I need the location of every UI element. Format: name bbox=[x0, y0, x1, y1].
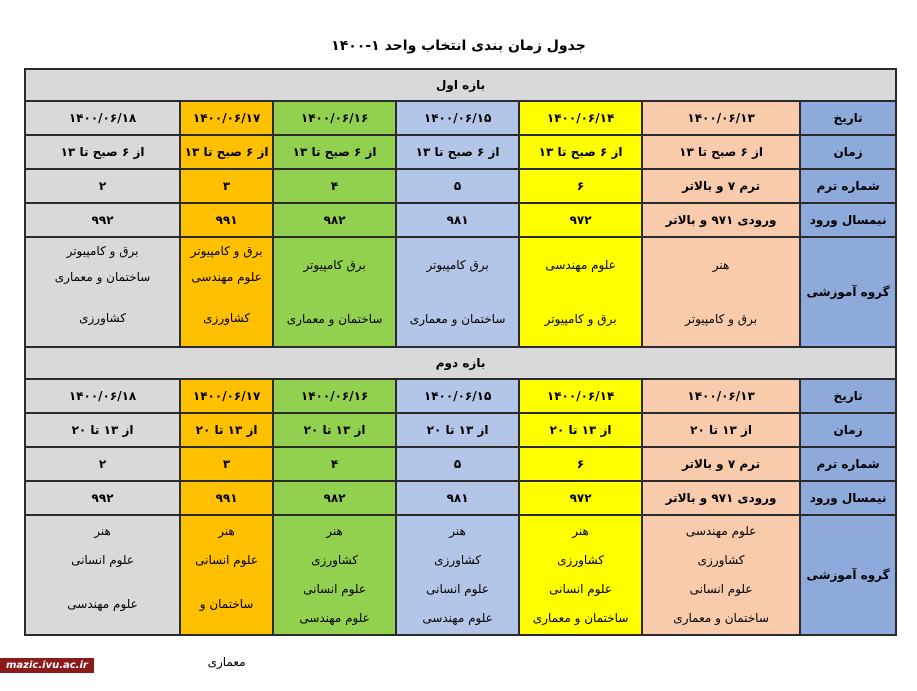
date-cell: ۱۴۰۰/۰۶/۱۴ bbox=[519, 379, 642, 413]
row-label-group: گروه آموزشی bbox=[800, 515, 896, 635]
date-cell: ۱۴۰۰/۰۶/۱۵ bbox=[396, 379, 519, 413]
time-cell: از ۱۳ تا ۲۰ bbox=[25, 413, 180, 447]
section-header: بازه اول bbox=[25, 69, 896, 101]
group-item: هنر bbox=[449, 524, 466, 538]
date-cell: ۱۴۰۰/۰۶/۱۸ bbox=[25, 101, 180, 135]
group-item: برق و کامپیوتر bbox=[190, 244, 263, 258]
date-cell: ۱۴۰۰/۰۶/۱۶ bbox=[273, 101, 396, 135]
row-label-term: شماره ترم bbox=[800, 169, 896, 203]
entry-cell: ۹۸۱ bbox=[396, 203, 519, 237]
time-cell: از ۶ صبح تا ۱۳ bbox=[273, 135, 396, 169]
group-item: کشاورزی bbox=[203, 311, 251, 325]
term-cell: ترم ۷ و بالاتر bbox=[642, 169, 800, 203]
section-header: بازه دوم bbox=[25, 347, 896, 379]
term-cell: ۴ bbox=[273, 447, 396, 481]
time-cell: از ۱۳ تا ۲۰ bbox=[273, 413, 396, 447]
time-cell: از ۶ صبح تا ۱۳ bbox=[180, 135, 273, 169]
group-item: علوم انسانی bbox=[549, 582, 613, 596]
date-cell: ۱۴۰۰/۰۶/۱۷ bbox=[180, 101, 273, 135]
group-cell bbox=[396, 237, 519, 347]
group-item: علوم مهندسی bbox=[191, 270, 262, 284]
date-cell: ۱۴۰۰/۰۶/۱۶ bbox=[273, 379, 396, 413]
group-cell bbox=[519, 237, 642, 347]
date-cell: ۱۴۰۰/۰۶/۱۷ bbox=[180, 379, 273, 413]
time-cell: از ۶ صبح تا ۱۳ bbox=[25, 135, 180, 169]
group-item: علوم مهندسی bbox=[299, 611, 370, 625]
entry-cell: ۹۷۲ bbox=[519, 481, 642, 515]
time-cell: از ۶ صبح تا ۱۳ bbox=[642, 135, 800, 169]
entry-cell: ۹۹۲ bbox=[25, 481, 180, 515]
row-label-date: تاریخ bbox=[800, 101, 896, 135]
page-title: جدول زمان بندی انتخاب واحد ۱-۱۴۰۰ bbox=[331, 38, 586, 54]
term-cell: ۶ bbox=[519, 169, 642, 203]
group-item: علوم انسانی bbox=[426, 582, 490, 596]
group-item: کشاورزی bbox=[79, 311, 126, 325]
group-item: ساختمان و معماری bbox=[199, 597, 254, 669]
row-label-entry: نیمسال ورود bbox=[800, 481, 896, 515]
group-item: هنر bbox=[94, 524, 111, 538]
group-item: کشاورزی bbox=[311, 553, 359, 567]
group-cell bbox=[642, 515, 800, 635]
site-watermark: mazic.ivu.ac.ir bbox=[0, 658, 94, 673]
group-cell bbox=[25, 515, 180, 635]
group-item: کشاورزی bbox=[697, 553, 745, 567]
term-cell: ترم ۷ و بالاتر bbox=[642, 447, 800, 481]
group-cell bbox=[396, 515, 519, 635]
term-cell: ۵ bbox=[396, 169, 519, 203]
group-item: علوم مهندسی bbox=[67, 597, 138, 611]
group-item: کشاورزی bbox=[557, 553, 605, 567]
group-item: برق و کامپیوتر bbox=[544, 312, 617, 326]
term-cell: ۲ bbox=[25, 447, 180, 481]
group-item: علوم انسانی bbox=[689, 582, 753, 596]
date-cell: ۱۴۰۰/۰۶/۱۳ bbox=[642, 101, 800, 135]
time-cell: از ۶ صبح تا ۱۳ bbox=[396, 135, 519, 169]
group-item: علوم مهندسی bbox=[685, 524, 757, 538]
row-label-time: زمان bbox=[800, 135, 896, 169]
row-label-term: شماره ترم bbox=[800, 447, 896, 481]
group-item: هنر bbox=[326, 524, 343, 538]
entry-cell: ۹۷۲ bbox=[519, 203, 642, 237]
group-item: علوم مهندسی bbox=[545, 258, 616, 272]
time-cell: از ۱۳ تا ۲۰ bbox=[180, 413, 273, 447]
row-label-group: گروه آموزشی bbox=[800, 237, 896, 347]
group-cell bbox=[25, 237, 180, 347]
term-cell: ۴ bbox=[273, 169, 396, 203]
term-cell: ۵ bbox=[396, 447, 519, 481]
group-cell bbox=[180, 515, 273, 669]
group-cell bbox=[180, 237, 273, 347]
entry-cell: ۹۹۱ bbox=[180, 203, 273, 237]
entry-cell: ورودی ۹۷۱ و بالاتر bbox=[642, 203, 800, 237]
date-cell: ۱۴۰۰/۰۶/۱۴ bbox=[519, 101, 642, 135]
group-item: ساختمان و معماری bbox=[673, 611, 769, 625]
term-cell: ۲ bbox=[25, 169, 180, 203]
group-item: هنر bbox=[218, 524, 235, 538]
entry-cell: ۹۸۱ bbox=[396, 481, 519, 515]
entry-cell: ۹۸۲ bbox=[273, 481, 396, 515]
term-cell: ۳ bbox=[180, 447, 273, 481]
date-cell: ۱۴۰۰/۰۶/۱۵ bbox=[396, 101, 519, 135]
group-cell bbox=[519, 515, 642, 635]
entry-cell: ۹۹۲ bbox=[25, 203, 180, 237]
group-item: برق و کامپیوتر bbox=[66, 244, 139, 258]
term-cell: ۳ bbox=[180, 169, 273, 203]
group-item: برق کامپیوتر bbox=[303, 258, 366, 272]
time-cell: از ۱۳ تا ۲۰ bbox=[396, 413, 519, 447]
group-item: علوم انسانی bbox=[303, 582, 367, 596]
group-item: برق و کامپیوتر bbox=[685, 312, 758, 326]
group-item: ساختمان و معماری bbox=[286, 312, 383, 326]
group-item: کشاورزی bbox=[434, 553, 482, 567]
entry-cell: ۹۹۱ bbox=[180, 481, 273, 515]
group-item: هنر bbox=[572, 524, 589, 538]
group-cell bbox=[273, 515, 396, 635]
entry-cell: ۹۸۲ bbox=[273, 203, 396, 237]
group-item: برق کامپیوتر bbox=[426, 258, 489, 272]
time-cell: از ۱۳ تا ۲۰ bbox=[519, 413, 642, 447]
term-cell: ۶ bbox=[519, 447, 642, 481]
group-item: هنر bbox=[712, 258, 730, 272]
group-item: علوم انسانی bbox=[71, 553, 135, 567]
row-label-date: تاریخ bbox=[800, 379, 896, 413]
date-cell: ۱۴۰۰/۰۶/۱۳ bbox=[642, 379, 800, 413]
group-item: علوم مهندسی bbox=[422, 611, 493, 625]
group-item: ساختمان و معماری bbox=[409, 312, 506, 326]
group-item: ساختمان و معماری bbox=[54, 270, 151, 284]
group-cell bbox=[642, 237, 800, 347]
entry-cell: ورودی ۹۷۱ و بالاتر bbox=[642, 481, 800, 515]
time-cell: از ۶ صبح تا ۱۳ bbox=[519, 135, 642, 169]
group-cell bbox=[273, 237, 396, 347]
time-cell: از ۱۳ تا ۲۰ bbox=[642, 413, 800, 447]
group-item: ساختمان و معماری bbox=[532, 611, 629, 625]
row-label-time: زمان bbox=[800, 413, 896, 447]
date-cell: ۱۴۰۰/۰۶/۱۸ bbox=[25, 379, 180, 413]
row-label-entry: نیمسال ورود bbox=[800, 203, 896, 237]
group-item: علوم انسانی bbox=[195, 553, 259, 567]
